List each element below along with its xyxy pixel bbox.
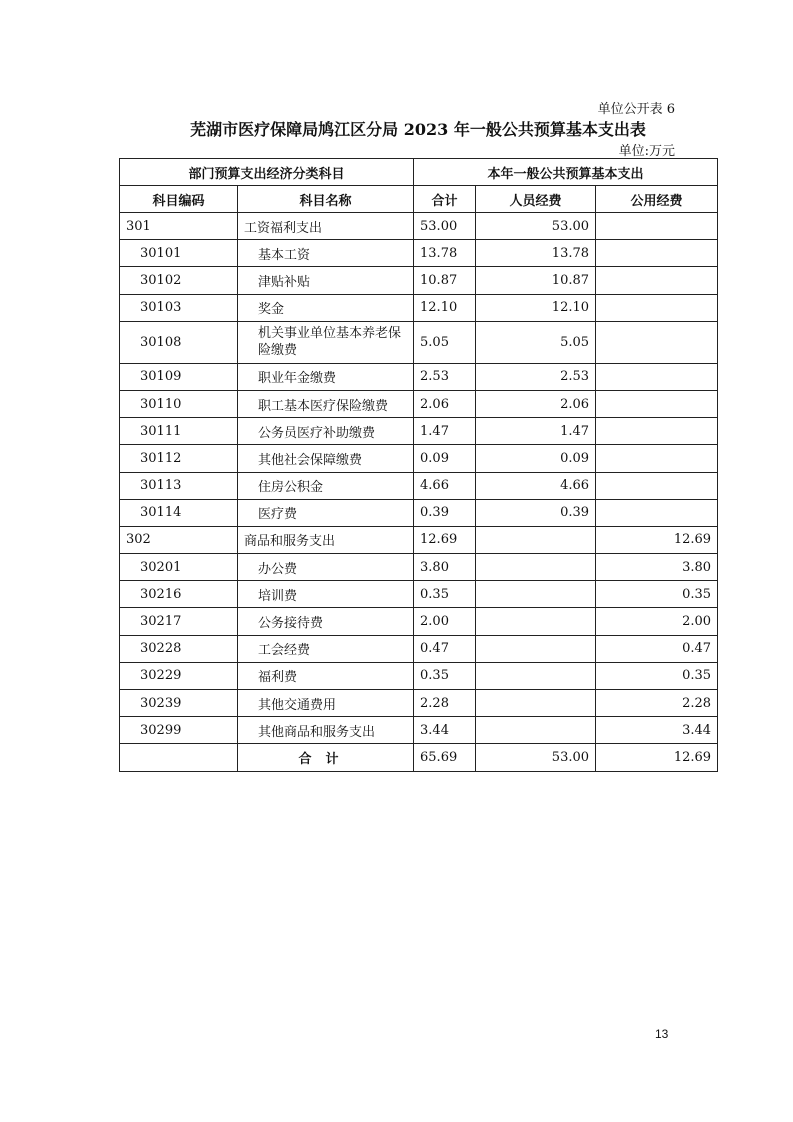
- row-public-cell: [596, 418, 718, 445]
- table-row: [120, 390, 718, 417]
- row-total-cell: 12.10: [414, 294, 476, 321]
- row-name-cell: 住房公积金: [238, 472, 414, 499]
- row-public-cell: 0.47: [596, 635, 718, 662]
- row-total-cell: 5.05: [414, 321, 476, 363]
- table-row: [120, 321, 718, 363]
- row-personnel-cell: [476, 554, 596, 581]
- row-name-cell: 医疗费: [238, 499, 414, 526]
- row-code-cell: 30217: [120, 608, 238, 635]
- row-name-cell: 公务员医疗补助缴费: [238, 418, 414, 445]
- table-row: [120, 363, 718, 390]
- row-code-cell: 30113: [120, 472, 238, 499]
- row-public-cell: 0.35: [596, 581, 718, 608]
- table-group-header-row: [120, 159, 718, 186]
- row-code-cell: 30201: [120, 554, 238, 581]
- row-code-cell: 30228: [120, 635, 238, 662]
- row-code-cell: 30110: [120, 390, 238, 417]
- total-row-total-cell: 65.69: [414, 744, 476, 771]
- table-row: [120, 717, 718, 744]
- budget-table: [119, 158, 718, 772]
- row-total-cell: 53.00: [414, 213, 476, 240]
- row-name-cell: 福利费: [238, 662, 414, 689]
- group-header-basic-expenditure: 本年一般公共预算基本支出: [414, 159, 718, 186]
- row-personnel-cell: 5.05: [476, 321, 596, 363]
- row-code-cell: 30239: [120, 690, 238, 717]
- row-personnel-cell: [476, 717, 596, 744]
- row-code-cell: 30114: [120, 499, 238, 526]
- row-personnel-cell: [476, 662, 596, 689]
- total-row-public-cell: 12.69: [596, 744, 718, 771]
- row-total-cell: 3.44: [414, 717, 476, 744]
- page-title: 芜湖市医疗保障局鸠江区分局 2023 年一般公共预算基本支出表: [190, 120, 646, 139]
- column-header-total: 合计: [414, 186, 476, 213]
- row-personnel-cell: 12.10: [476, 294, 596, 321]
- row-name-cell: 其他商品和服务支出: [238, 717, 414, 744]
- row-total-cell: 10.87: [414, 267, 476, 294]
- row-total-cell: 12.69: [414, 526, 476, 553]
- total-row-personnel-cell: 53.00: [476, 744, 596, 771]
- row-public-cell: 12.69: [596, 526, 718, 553]
- row-total-cell: 4.66: [414, 472, 476, 499]
- row-code-cell: 30101: [120, 240, 238, 267]
- table-row: [120, 662, 718, 689]
- table-row: [120, 526, 718, 553]
- row-total-cell: 0.47: [414, 635, 476, 662]
- table-row: [120, 472, 718, 499]
- row-public-cell: [596, 321, 718, 363]
- row-total-cell: 2.00: [414, 608, 476, 635]
- row-personnel-cell: [476, 635, 596, 662]
- row-personnel-cell: [476, 526, 596, 553]
- row-public-cell: 2.00: [596, 608, 718, 635]
- row-name-cell: 商品和服务支出: [238, 526, 414, 553]
- column-header-name: 科目名称: [238, 186, 414, 213]
- column-header-personnel: 人员经费: [476, 186, 596, 213]
- row-personnel-cell: [476, 690, 596, 717]
- table-row: [120, 499, 718, 526]
- table-row: [120, 635, 718, 662]
- row-public-cell: 3.44: [596, 717, 718, 744]
- row-code-cell: 301: [120, 213, 238, 240]
- row-public-cell: [596, 499, 718, 526]
- table-row: [120, 418, 718, 445]
- row-name-cell: 其他交通费用: [238, 690, 414, 717]
- row-total-cell: 0.35: [414, 662, 476, 689]
- row-personnel-cell: 2.53: [476, 363, 596, 390]
- table-row: [120, 445, 718, 472]
- unit-label: 单位:万元: [618, 144, 675, 159]
- row-code-cell: 30109: [120, 363, 238, 390]
- row-name-cell: 办公费: [238, 554, 414, 581]
- row-name-cell: 其他社会保障缴费: [238, 445, 414, 472]
- row-personnel-cell: 4.66: [476, 472, 596, 499]
- row-public-cell: [596, 294, 718, 321]
- row-personnel-cell: [476, 608, 596, 635]
- row-name-cell: 机关事业单位基本养老保险缴费: [238, 321, 414, 363]
- row-code-cell: 30108: [120, 321, 238, 363]
- row-public-cell: [596, 363, 718, 390]
- table-row: [120, 554, 718, 581]
- row-total-cell: 0.09: [414, 445, 476, 472]
- row-personnel-cell: 0.09: [476, 445, 596, 472]
- column-header-public: 公用经费: [596, 186, 718, 213]
- row-public-cell: 0.35: [596, 662, 718, 689]
- row-public-cell: [596, 240, 718, 267]
- page-number: 13: [655, 1027, 669, 1041]
- row-total-cell: 3.80: [414, 554, 476, 581]
- row-code-cell: 30111: [120, 418, 238, 445]
- row-code-cell: 30299: [120, 717, 238, 744]
- table-body: [120, 213, 718, 772]
- column-header-code: 科目编码: [120, 186, 238, 213]
- row-public-cell: [596, 267, 718, 294]
- row-code-cell: 30103: [120, 294, 238, 321]
- table-row: [120, 690, 718, 717]
- form-number: 单位公开表 6: [597, 102, 675, 117]
- total-row-label: 合计: [238, 744, 414, 771]
- row-name-cell: 职业年金缴费: [238, 363, 414, 390]
- row-total-cell: 1.47: [414, 418, 476, 445]
- group-header-classification: 部门预算支出经济分类科目: [120, 159, 414, 186]
- row-public-cell: [596, 445, 718, 472]
- row-total-cell: 0.35: [414, 581, 476, 608]
- row-code-cell: 30102: [120, 267, 238, 294]
- row-total-cell: 2.28: [414, 690, 476, 717]
- row-code-cell: 30112: [120, 445, 238, 472]
- table-column-header-row: [120, 186, 718, 213]
- row-public-cell: [596, 472, 718, 499]
- row-name-cell: 公务接待费: [238, 608, 414, 635]
- row-total-cell: 0.39: [414, 499, 476, 526]
- table-row: [120, 608, 718, 635]
- row-name-cell: 工会经费: [238, 635, 414, 662]
- total-row-code-cell: [120, 744, 238, 771]
- row-personnel-cell: 2.06: [476, 390, 596, 417]
- row-name-cell: 工资福利支出: [238, 213, 414, 240]
- row-public-cell: 2.28: [596, 690, 718, 717]
- row-personnel-cell: [476, 581, 596, 608]
- table-total-row: [120, 744, 718, 771]
- row-name-cell: 职工基本医疗保险缴费: [238, 390, 414, 417]
- table-row: [120, 294, 718, 321]
- row-code-cell: 30229: [120, 662, 238, 689]
- row-total-cell: 13.78: [414, 240, 476, 267]
- table-row: [120, 267, 718, 294]
- row-name-cell: 基本工资: [238, 240, 414, 267]
- row-personnel-cell: 0.39: [476, 499, 596, 526]
- row-name-cell: 奖金: [238, 294, 414, 321]
- row-total-cell: 2.53: [414, 363, 476, 390]
- row-personnel-cell: 1.47: [476, 418, 596, 445]
- row-personnel-cell: 10.87: [476, 267, 596, 294]
- row-public-cell: 3.80: [596, 554, 718, 581]
- table-row: [120, 240, 718, 267]
- row-code-cell: 302: [120, 526, 238, 553]
- table-row: [120, 581, 718, 608]
- row-public-cell: [596, 390, 718, 417]
- row-total-cell: 2.06: [414, 390, 476, 417]
- row-name-cell: 津贴补贴: [238, 267, 414, 294]
- row-personnel-cell: 53.00: [476, 213, 596, 240]
- table-row: [120, 213, 718, 240]
- row-code-cell: 30216: [120, 581, 238, 608]
- row-name-cell: 培训费: [238, 581, 414, 608]
- row-personnel-cell: 13.78: [476, 240, 596, 267]
- row-public-cell: [596, 213, 718, 240]
